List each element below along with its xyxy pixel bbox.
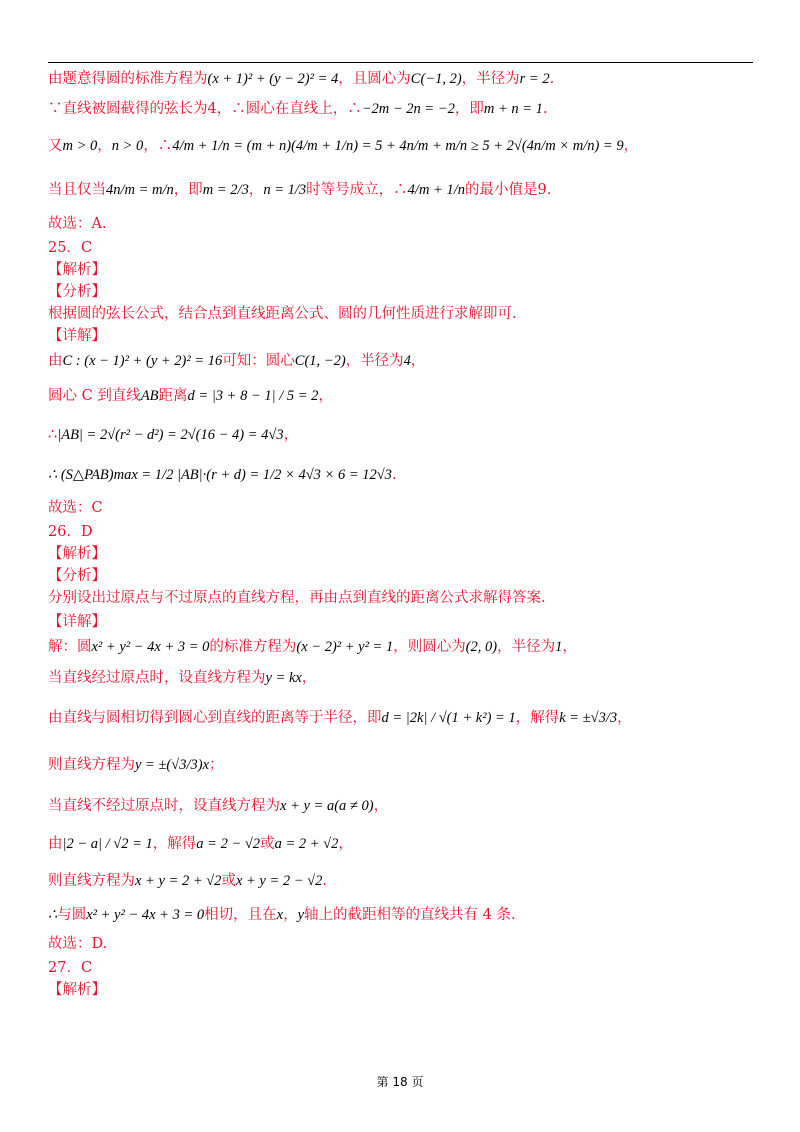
text-segment: 或 [221,873,236,889]
text-line [48,94,753,124]
text-segment: ，解得 [152,836,197,852]
math-expression: m > 0 [62,138,98,154]
text-segment: 27．C [48,960,93,976]
text-segment: 的最小值是9. [465,182,552,198]
math-expression: 4 [403,353,411,369]
section-label [48,324,753,346]
section-label [48,258,753,280]
text-line [48,302,753,324]
text-segment: 【详解】 [48,614,106,630]
document-body [48,64,753,1000]
math-expression: (x − 2)² + y² = 1 [296,639,394,655]
section-label [48,542,753,564]
text-segment: 由题意得圆的标准方程为 [48,71,208,87]
section-label [48,610,753,632]
text-line [48,496,753,520]
math-expression: m + n = 1 [483,101,543,117]
text-segment: . [391,467,397,483]
text-segment: ， [248,182,264,198]
text-line [48,662,753,694]
question-number [48,520,753,542]
text-segment: 时等号成立，∴ [306,182,408,198]
text-line [48,64,753,94]
text-segment: ， [318,388,333,404]
text-line [48,454,753,496]
text-segment: 26．D [48,524,93,540]
math-expression: d = |3 + 8 − 1| / 5 = 2 [187,388,319,404]
math-expression: |AB| = 2√(r² − d²) = 2√(16 − 4) = 4√3 [57,427,284,443]
text-line [48,632,753,662]
text-line [48,864,753,898]
text-segment: 解：圆 [48,639,92,655]
text-line [48,124,753,168]
text-segment: ， [623,138,639,154]
text-segment: 【解析】 [48,982,106,998]
section-label [48,564,753,586]
math-expression: (x + 1)² + (y − 2)² = 4 [207,71,339,87]
text-segment: 相切，且在 [204,907,277,923]
text-segment: ， [301,670,317,686]
text-line [48,212,753,236]
math-expression: y = ±(√3/3)x [135,757,210,773]
page-number: 第 18 页 [376,1075,424,1089]
text-segment: ， [562,639,577,655]
math-expression: x² + y² − 4x + 3 = 0 [86,907,205,923]
math-expression: d = |2k| / √(1 + k²) = 1 [381,710,516,726]
text-segment: ，半径为 [345,353,404,369]
text-segment: 分别设出过原点与不过原点的直线方程，再由点到直线的距离公式求解得答案. [48,590,546,606]
text-segment: 【分析】 [48,568,106,584]
text-segment: 【分析】 [48,284,106,300]
text-line [48,932,753,956]
math-expression: −2m − 2n = −2 [361,101,455,117]
math-expression: 4/m + 1/n [407,182,465,198]
text-segment: ，∴ [143,138,173,154]
text-segment: ， [410,353,426,369]
math-expression: 1 [555,639,563,655]
section-label [48,280,753,302]
text-segment: ∵直线被圆截得的弦长为4，∴圆心在直线上，∴ [48,101,362,117]
text-segment: 则直线方程为 [48,757,135,773]
text-segment: ， [283,427,299,443]
text-segment: ，即 [454,101,484,117]
text-segment: ； [209,757,224,773]
math-expression: ∴ (S△PAB)max = 1/2 |AB|·(r + d) = 1/2 × 4√3 × 6 = 12√3 [48,467,392,483]
text-segment: . [542,101,548,117]
text-segment: 则直线方程为 [48,873,135,889]
math-expression: x [276,907,284,923]
math-expression: n = 1/3 [263,182,307,198]
text-segment: 当且仅当 [48,182,106,198]
text-segment: 【详解】 [48,328,106,344]
text-segment: ，解得 [515,710,560,726]
text-segment: ， [373,798,389,814]
math-expression: x² + y² − 4x + 3 = 0 [91,639,210,655]
text-segment: ， [338,836,353,852]
text-segment: 由直线与圆相切得到圆心到直线的距离等于半径，即 [48,710,382,726]
text-segment: 故选：C [48,500,103,516]
text-segment: 由 [48,836,63,852]
text-line [48,898,753,932]
text-line [48,694,753,742]
math-expression: m = 2/3 [202,182,249,198]
math-expression: n > 0 [111,138,144,154]
math-expression: 4n/m = m/n [106,182,174,198]
text-line [48,788,753,824]
text-segment: ，且圆心为 [338,71,411,87]
text-segment: 根据圆的弦长公式，结合点到直线距离公式、圆的几何性质进行求解即可. [48,306,517,322]
math-expression: |2 − a| / √2 = 1 [62,836,153,852]
text-line [48,586,753,610]
text-segment: 【解析】 [48,546,106,562]
text-segment: 当直线经过原点时，设直线方程为 [48,670,266,686]
math-expression: a = 2 + √2 [274,836,339,852]
section-label [48,978,753,1000]
math-expression: ∴ [48,907,58,923]
math-expression: x + y = 2 − √2 [235,873,323,889]
text-segment: ， [283,907,298,923]
text-segment: 距离 [158,388,188,404]
math-expression: (2, 0) [465,639,498,655]
text-segment: 由 [48,353,63,369]
text-segment: ，半径为 [497,639,556,655]
text-line [48,168,753,212]
text-segment: 【解析】 [48,262,106,278]
math-expression: r = 2 [519,71,550,87]
text-segment: 可知：圆心 [222,353,295,369]
text-segment: 故选：D. [48,936,108,952]
text-line [48,376,753,416]
question-number [48,956,753,978]
text-segment: 的标准方程为 [209,639,297,655]
text-segment: 圆心 C 到直线 [48,388,141,404]
text-segment: ，则圆心为 [393,639,466,655]
text-segment: 故选：A. [48,216,107,232]
text-segment: . [322,873,327,889]
text-segment: 25．C [48,240,93,256]
math-expression: C(−1, 2) [410,71,462,87]
text-segment: ，半径为 [461,71,520,87]
text-line [48,742,753,788]
math-expression: a = 2 − √2 [196,836,261,852]
header-rule [48,62,753,63]
text-segment: ∴ [48,427,58,443]
math-expression: x + y = 2 + √2 [135,873,222,889]
text-line [48,416,753,454]
text-segment: ， [97,138,112,154]
text-segment: 与圆 [57,907,87,923]
text-segment: 轴上的截距相等的直线共有 4 条. [304,907,516,923]
text-segment: . [549,71,555,87]
math-expression: x + y = a(a ≠ 0) [280,798,374,814]
text-line [48,346,753,376]
text-line [48,824,753,864]
text-segment: ， [617,710,632,726]
math-expression: y = kx [265,670,302,686]
text-segment: 当直线不经过原点时，设直线方程为 [48,798,280,814]
math-expression: k = ±√3/3 [559,710,618,726]
text-segment: 或 [260,836,275,852]
text-segment: 又 [48,138,63,154]
math-expression: 4/m + 1/n = (m + n)(4/m + 1/n) = 5 + 4n/m + m/n ≥ 5 + 2√(4n/m × m/n) = 9 [172,138,624,154]
math-expression: AB [140,388,159,404]
math-expression: C : (x − 1)² + (y + 2)² = 16 [62,353,223,369]
math-expression: y [297,907,304,923]
text-segment: ，即 [173,182,203,198]
question-number [48,236,753,258]
math-expression: C(1, −2) [294,353,346,369]
